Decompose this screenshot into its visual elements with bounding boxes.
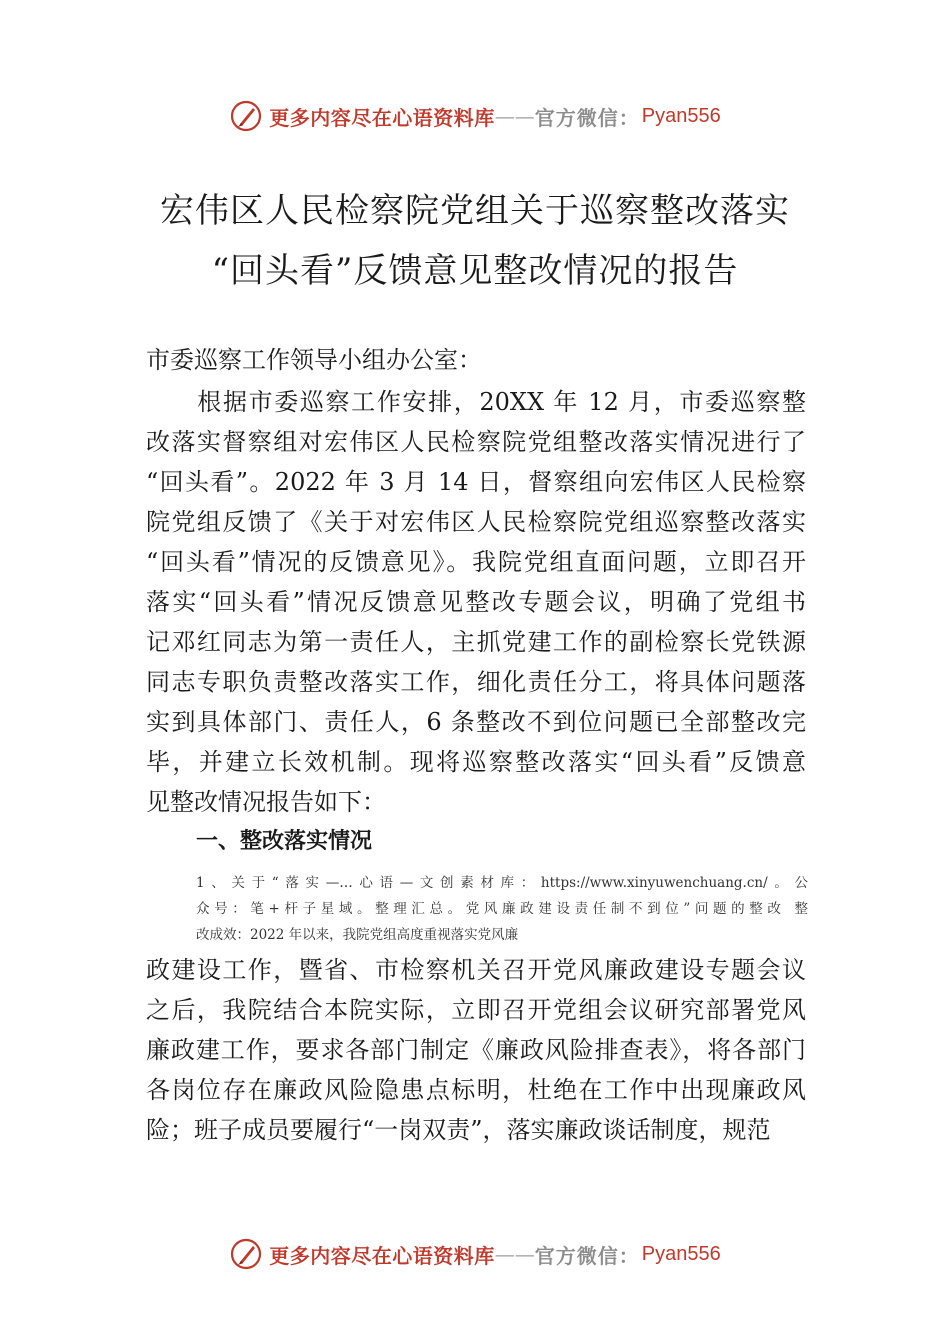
- paragraph-line: 见整改情况报告如下：: [146, 788, 386, 816]
- banner-label: 官方微信：: [534, 105, 640, 130]
- section-heading: 一、整改落实情况: [196, 829, 373, 854]
- pen-quill-logo-icon: [229, 99, 263, 133]
- paragraph-line: 廉政建工作，要求各部门制定《廉政风险排查表》，将各部门: [146, 1036, 806, 1064]
- pen-quill-logo-icon: [229, 1237, 263, 1271]
- paragraph-line: 各岗位存在廉政风险隐患点标明，杜绝在工作中出现廉政风: [146, 1076, 806, 1104]
- paragraph-continuation: [146, 950, 806, 1150]
- paragraph-line: 之后，我院结合本院实际，立即召开党组会议研究部署党风: [146, 996, 806, 1024]
- paragraph-intro: [146, 382, 806, 822]
- banner-main-text: 更多内容尽在心语资料库: [269, 105, 495, 130]
- paragraph-line: 改落实督察组对宏伟区人民检察院党组整改落实情况进行了: [146, 428, 806, 456]
- small-note: [196, 870, 808, 948]
- paragraph-line: 实到具体部门、责任人，6 条整改不到位问题已全部整改完: [146, 708, 806, 736]
- paragraph-line: 落实“回头看”情况反馈意见整改专题会议，明确了党组书: [146, 588, 806, 616]
- banner-main-text: 更多内容尽在心语资料库: [269, 1243, 495, 1268]
- paragraph-line: 毕，并建立长效机制。现将巡察整改落实“回头看”反馈意: [146, 748, 806, 776]
- paragraph-line: “回头看”。2022 年 3 月 14 日，督察组向宏伟区人民检察: [146, 468, 806, 496]
- banner-label: 官方微信：: [534, 1243, 640, 1268]
- paragraph-line: 险；班子成员要履行“一岗双责”，落实廉政谈话制度，规范: [146, 1116, 771, 1144]
- banner-wechat-id: Pyan556: [641, 1242, 721, 1265]
- addressee-line: 市委巡察工作领导小组办公室：: [146, 346, 482, 374]
- note-line: 改成效：2022 年以来，我院党组高度重视落实党风廉: [196, 927, 519, 943]
- banner-separator: ——: [494, 1242, 535, 1266]
- footer-banner: [0, 1234, 950, 1274]
- banner-wechat-id: Pyan556: [641, 104, 721, 127]
- paragraph-line: 院党组反馈了《关于对宏伟区人民检察院党组巡察整改落实: [146, 508, 806, 536]
- note-line: 1、关于“落实—…心语—文创素材库：https://www.xinyuwenchuang.cn/。公: [196, 875, 808, 891]
- paragraph-line: 政建设工作，暨省、市检察机关召开党风廉政建设专题会议: [146, 956, 806, 984]
- header-banner: [0, 96, 950, 136]
- paragraph-line: 记邓红同志为第一责任人，主抓党建工作的副检察长党铁源: [146, 628, 806, 656]
- note-line: 众号：笔+杆子星域。整理汇总。党风廉政建设责任制不到位”问题的整改 整: [196, 901, 808, 917]
- addressee: [146, 340, 806, 380]
- paragraph-line: “回头看”情况的反馈意见》。我院党组直面问题，立即召开: [146, 548, 806, 576]
- paragraph-line: 同志专职负责整改落实工作，细化责任分工，将具体问题落: [146, 668, 806, 696]
- document-title-line-1: 宏伟区人民检察院党组关于巡察整改落实: [160, 191, 790, 231]
- document-title-line-2: “回头看”反馈意见整改情况的报告: [211, 251, 739, 291]
- paragraph-line: 根据市委巡察工作安排，20XX 年 12 月，市委巡察整: [146, 388, 806, 416]
- banner-separator: ——: [494, 104, 535, 128]
